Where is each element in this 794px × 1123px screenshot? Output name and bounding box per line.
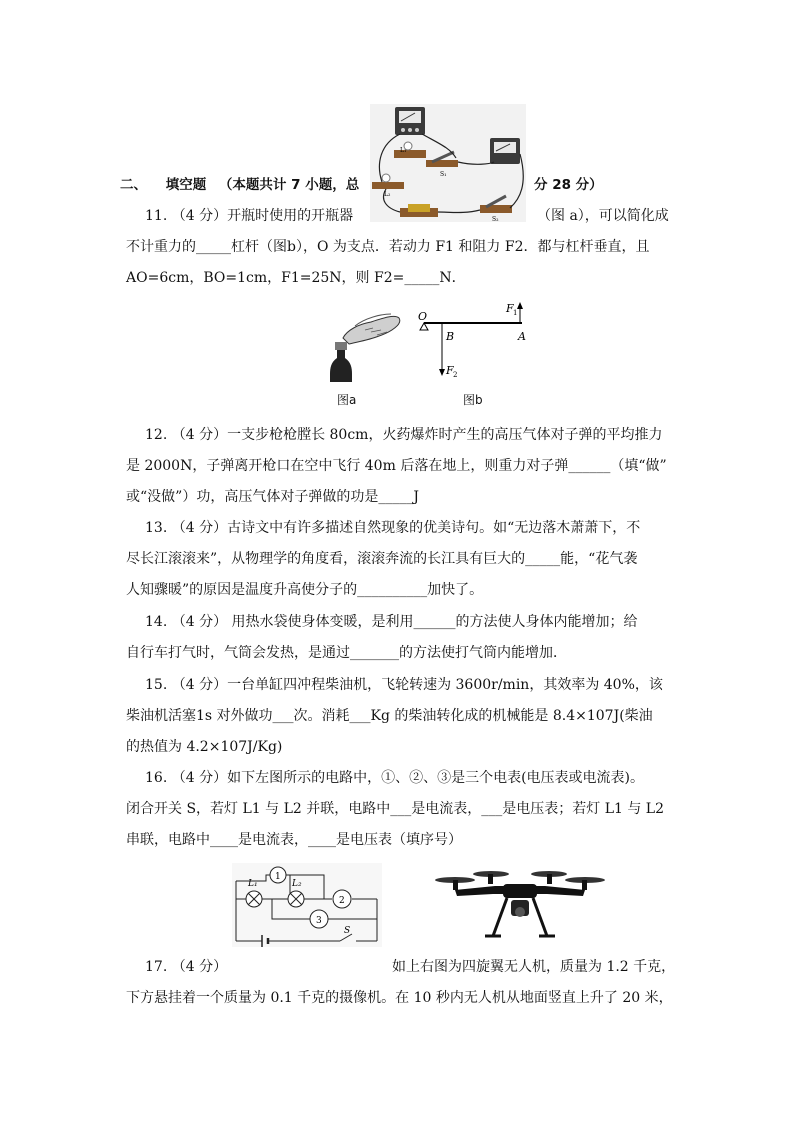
figure-b-caption: 图b <box>463 393 483 407</box>
lever-label-f2: F <box>446 364 454 377</box>
meter-2-label: 2 <box>339 896 345 906</box>
q16-line3: 串联，电路中____是电流表，____是电压表（填序号） <box>126 832 462 848</box>
photo-label-l2: L₂ <box>384 191 391 198</box>
section-number: 二、 <box>120 177 147 193</box>
q17-line1-start: 17. （4 分） <box>145 959 228 975</box>
q12-line3: 或“没做”）功，高压气体对子弹做的功是_____J <box>126 489 419 505</box>
section-note: （本题共计 7 小题，总 <box>218 177 360 193</box>
q15-line2: 柴油机活塞1s 对外做功___次。消耗___Kg 的柴油转化成的机械能是 8.4×107J(柴油 <box>126 708 653 724</box>
section-note-end: 分 28 分） <box>534 177 603 193</box>
q12-line2: 是 2000N，子弹离开枪口在空中飞行 40m 后落在地上，则重力对子弹______（填“做” <box>126 458 667 474</box>
lever-label-f1: F <box>506 302 514 315</box>
q17-line2: 下方悬挂着一个质量为 0.1 千克的摄像机。在 10 秒内无人机从地面竖直上升了 20 米， <box>126 990 673 1006</box>
section-header <box>120 175 359 195</box>
q15-line1: 15. （4 分）一台单缸四冲程柴油机，飞轮转速为 3600r/min，其效率为 40%，该 <box>145 677 663 693</box>
photo-label-s1: S₁ <box>440 171 447 178</box>
section-title: 填空题 <box>165 177 207 193</box>
q11-line3: AO=6cm，BO=1cm，F1=25N，则 F2=_____N． <box>126 270 466 286</box>
photo-label-l1: L₁ <box>400 147 407 154</box>
lever-label-f1-sub: 1 <box>513 309 518 317</box>
circuit-diagram <box>232 863 382 947</box>
meter-3-label: 3 <box>316 916 322 926</box>
q16-line2: 闭合开关 S，若灯 L1 与 L2 并联，电路中___是电流表，___是电压表；若灯 L1 与 L2 <box>126 801 665 817</box>
q14-line1: 14. （4 分） 用热水袋使身体变暖，是利用______的方法使人身体内能增加；给 <box>145 614 638 630</box>
lever-label-f2-sub: 2 <box>453 371 458 379</box>
lever-diagram <box>412 298 536 384</box>
q11-line1: 11. （4 分）开瓶时使用的开瓶器 <box>145 208 354 224</box>
q11-line2: 不计重力的_____杠杆（图b），O 为支点．若动力 F1 和阻力 F2．都与杠杆垂直，且 <box>126 239 650 255</box>
q14-line2: 自行车打气时，气筒会发热，是通过_______的方法使打气筒内能增加． <box>126 645 567 661</box>
circuit-label-l2: L₂ <box>292 879 302 889</box>
lever-label-o: O <box>418 310 428 323</box>
meter-1-label: 1 <box>275 872 281 882</box>
q17-line1-end: 如上右图为四旋翼无人机，质量为 1.2 千克， <box>392 959 676 975</box>
q13-line2: 尽长江滚滚来”，从物理学的角度看，滚滚奔流的长江具有巨大的_____能，“花气袭 <box>126 551 638 567</box>
q11-line1-end: （图 a），可以简化成 <box>537 208 669 224</box>
circuit-label-l1: L₁ <box>248 879 258 889</box>
q15-line3: 的热值为 4.2×107J/Kg) <box>126 739 283 755</box>
drone-image <box>433 866 607 950</box>
figure-a-caption: 图a <box>337 393 357 407</box>
switch-label-s: S <box>344 926 351 936</box>
circuit-photo <box>370 104 526 222</box>
q13-line3: 人知骤暖”的原因是温度升高使分子的__________加快了。 <box>126 582 484 598</box>
q13-line1: 13. （4 分）古诗文中有许多描述自然现象的优美诗句。如“无边落木萧萧下，不 <box>145 520 641 536</box>
photo-label-s2: S₂ <box>492 216 499 222</box>
bottle-opener-figure <box>325 302 405 384</box>
q12-line1: 12. （4 分）一支步枪枪膛长 80cm，火药爆炸时产生的高压气体对子弹的平均推力 <box>145 427 663 443</box>
q16-line1: 16. （4 分）如下左图所示的电路中，①、②、③是三个电表(电压表或电流表)。 <box>145 770 644 786</box>
lever-label-b: B <box>446 330 455 343</box>
lever-label-a: A <box>518 330 526 343</box>
